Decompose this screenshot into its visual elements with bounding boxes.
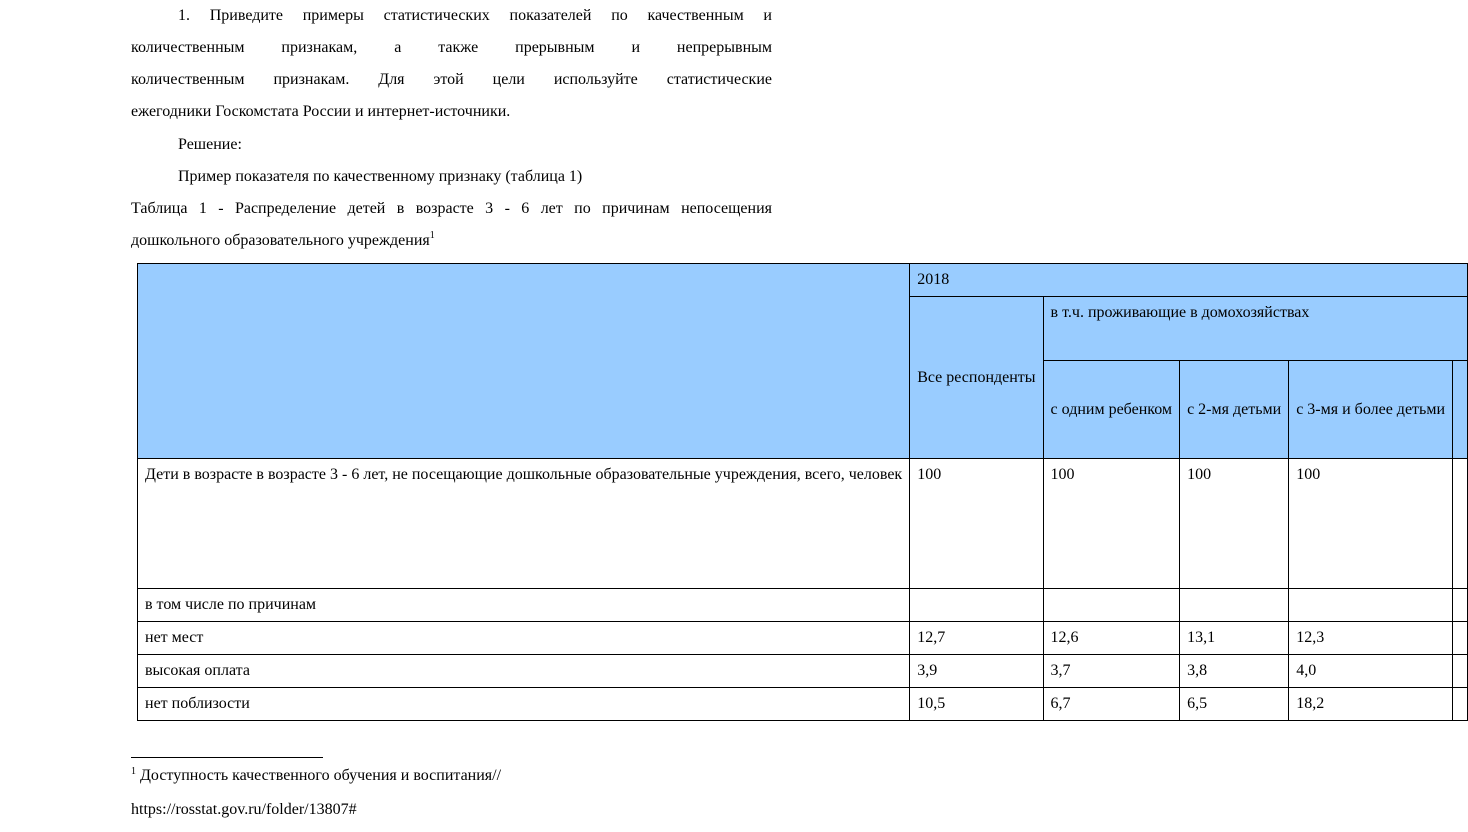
- header-extra-cell: [1453, 361, 1468, 459]
- row-label: Дети в возрасте в возрасте 3 - 6 лет, не посещающие дошкольные образовательные учреждения, всего, человек: [138, 459, 910, 589]
- table-caption-line-2: [131, 225, 772, 257]
- cell-empty: [1453, 688, 1468, 721]
- footnote-reference[interactable]: 1: [429, 230, 435, 241]
- header-three-children: с 3-мя и более детьми: [1289, 361, 1453, 459]
- table-row: [138, 589, 1468, 622]
- header-all-respondents: Все респонденты: [910, 297, 1043, 459]
- footnote: [131, 760, 501, 792]
- header-row-label-cell: [138, 264, 910, 459]
- cell-value: 12,3: [1289, 622, 1453, 655]
- cell-value: 6,7: [1043, 688, 1180, 721]
- task-line-1: 1. Приведите примеры статистических показателей по качественным и: [178, 7, 772, 24]
- row-label: нет мест: [138, 622, 910, 655]
- cell-value: 10,5: [910, 688, 1043, 721]
- cell-value: [910, 589, 1043, 622]
- task-line-3: количественным признакам. Для этой цели используйте статистические: [131, 71, 772, 88]
- cell-value: 100: [1043, 459, 1180, 589]
- table-row: [138, 655, 1468, 688]
- statistics-table: [137, 263, 1468, 721]
- row-label: нет поблизости: [138, 688, 910, 721]
- solution-label: Решение:: [178, 136, 242, 153]
- table-row: [138, 622, 1468, 655]
- header-one-child: с одним ребенком: [1043, 361, 1180, 459]
- cell-empty: [1453, 622, 1468, 655]
- task-line-2: количественным признакам, а также прерывным и непрерывным: [131, 39, 772, 56]
- cell-empty: [1453, 655, 1468, 688]
- cell-value: 12,6: [1043, 622, 1180, 655]
- header-households-group: в т.ч. проживающие в домохозяйствах: [1043, 297, 1467, 361]
- footnote-separator: [131, 757, 323, 758]
- row-label: в том числе по причинам: [138, 589, 910, 622]
- table-caption-text: дошкольного образовательного учреждения: [131, 232, 430, 249]
- cell-value: [1180, 589, 1289, 622]
- row-label: высокая оплата: [138, 655, 910, 688]
- cell-value: 6,5: [1180, 688, 1289, 721]
- footnote-link[interactable]: https://rosstat.gov.ru/folder/13807#: [131, 801, 357, 818]
- table-row: [138, 688, 1468, 721]
- table-row: [138, 459, 1468, 589]
- footnote-mark: 1: [131, 766, 136, 777]
- cell-value: 12,7: [910, 622, 1043, 655]
- cell-value: [1043, 589, 1180, 622]
- task-line-4: ежегодники Госкомстата России и интернет-источники.: [131, 103, 511, 120]
- cell-empty: [1453, 459, 1468, 589]
- cell-value: 4,0: [1289, 655, 1453, 688]
- cell-empty: [1453, 589, 1468, 622]
- cell-value: 100: [1180, 459, 1289, 589]
- cell-value: 13,1: [1180, 622, 1289, 655]
- cell-value: 18,2: [1289, 688, 1453, 721]
- example-label: Пример показателя по качественному признаку (таблица 1): [178, 168, 583, 185]
- table-caption-line-1: Таблица 1 - Распределение детей в возрасте 3 - 6 лет по причинам непосещения: [131, 200, 772, 217]
- cell-value: [1289, 589, 1453, 622]
- cell-value: 3,8: [1180, 655, 1289, 688]
- cell-value: 3,7: [1043, 655, 1180, 688]
- cell-value: 100: [1289, 459, 1453, 589]
- cell-value: 3,9: [910, 655, 1043, 688]
- cell-value: 100: [910, 459, 1043, 589]
- header-two-children: с 2-мя детьми: [1180, 361, 1289, 459]
- footnote-text: Доступность качественного обучения и воспитания//: [140, 767, 502, 784]
- header-year: 2018: [910, 264, 1468, 297]
